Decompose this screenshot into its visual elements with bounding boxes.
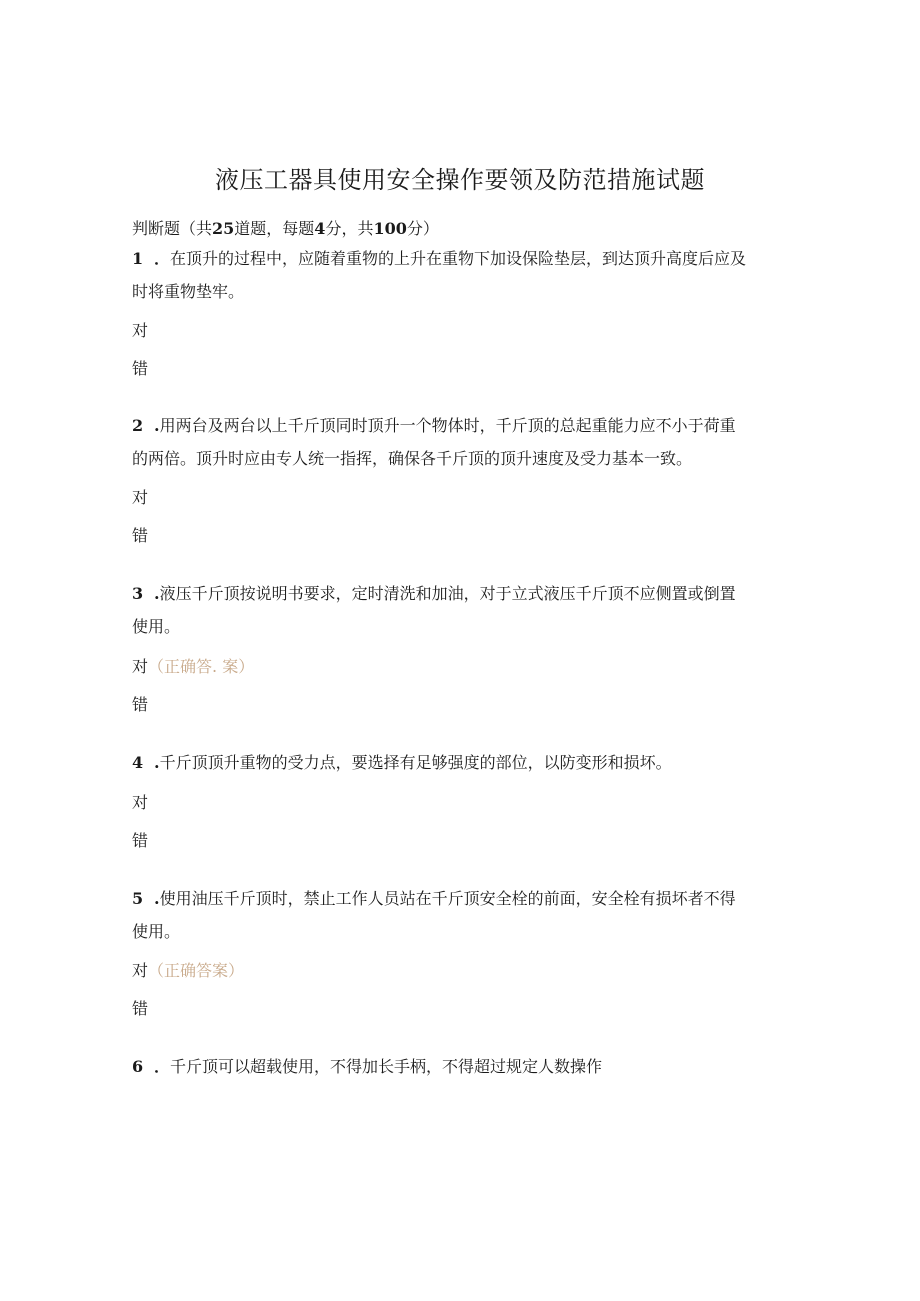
option-false[interactable]: 错 [132,695,149,714]
question-4: 4 .千斤顶顶升重物的受力点，要选择有足够强度的部位，以防变形和损坏。 [132,746,782,779]
question-text-line1: 液压千斤顶按说明书要求，定时清洗和加油，对于立式液压千斤顶不应侧置或倒置 [159,584,736,603]
question-text-line1: 千斤顶可以超载使用，不得加长手柄，不得超过规定人数操作 [170,1057,603,1076]
question-text-line2: 时将重物垫牢。 [132,282,245,301]
question-number: 2 [132,416,144,435]
question-text-line1: 在顶升的过程中，应随着重物的上升在重物下加设保险垫层，到达顶升高度后应及 [170,249,747,268]
question-3: 3 .液压千斤顶按说明书要求，定时清洗和加油，对于立式液压千斤顶不应侧置或倒置 使用。 [132,577,782,643]
section-header: 判断题（共25道题，每题4分，共100分） [132,219,439,238]
option-false[interactable]: 错 [132,526,149,545]
option-true[interactable]: 对（正确答. 案） [132,657,255,676]
question-2: 2 .用两台及两台以上千斤顶同时顶升一个物体时，千斤顶的总起重能力应不小于荷重 的两倍。顶升时应由专人统一指挥，确保各千斤顶的顶升速度及受力基本一致。 [132,409,782,475]
question-6: 6 ．千斤顶可以超载使用，不得加长手柄，不得超过规定人数操作 [132,1050,782,1083]
question-number: 5 [132,889,144,908]
correct-answer-mark: （正确答. 案） [148,657,255,676]
question-number: 3 [132,584,144,603]
question-text-line2: 的两倍。顶升时应由专人统一指挥，确保各千斤顶的顶升速度及受力基本一致。 [132,449,693,468]
option-false[interactable]: 错 [132,359,149,378]
question-number: 6 [132,1057,144,1076]
option-false[interactable]: 错 [132,831,149,850]
option-true[interactable]: 对 [132,321,149,340]
option-true[interactable]: 对（正确答案） [132,961,245,980]
question-text-line1: 用两台及两台以上千斤顶同时顶升一个物体时，千斤顶的总起重能力应不小于荷重 [159,416,736,435]
question-1: 1 ．在顶升的过程中，应随着重物的上升在重物下加设保险垫层，到达顶升高度后应及 时将重物垫牢。 [132,242,782,308]
question-5: 5 .使用油压千斤顶时，禁止工作人员站在千斤顶安全栓的前面，安全栓有损坏者不得 使用。 [132,882,782,948]
option-false[interactable]: 错 [132,999,149,1018]
question-text-line1: 使用油压千斤顶时，禁止工作人员站在千斤顶安全栓的前面，安全栓有损坏者不得 [159,889,736,908]
question-text-line1: 千斤顶顶升重物的受力点，要选择有足够强度的部位，以防变形和损坏。 [159,753,672,772]
correct-answer-mark: （正确答案） [148,961,245,980]
question-number: 1 [132,249,144,268]
question-number: 4 [132,753,144,772]
option-true[interactable]: 对 [132,488,149,507]
page-title: 液压工器具使用安全操作要领及防范措施试题 [215,166,705,194]
question-text-line2: 使用。 [132,617,181,636]
question-text-line2: 使用。 [132,922,181,941]
option-true[interactable]: 对 [132,793,149,812]
